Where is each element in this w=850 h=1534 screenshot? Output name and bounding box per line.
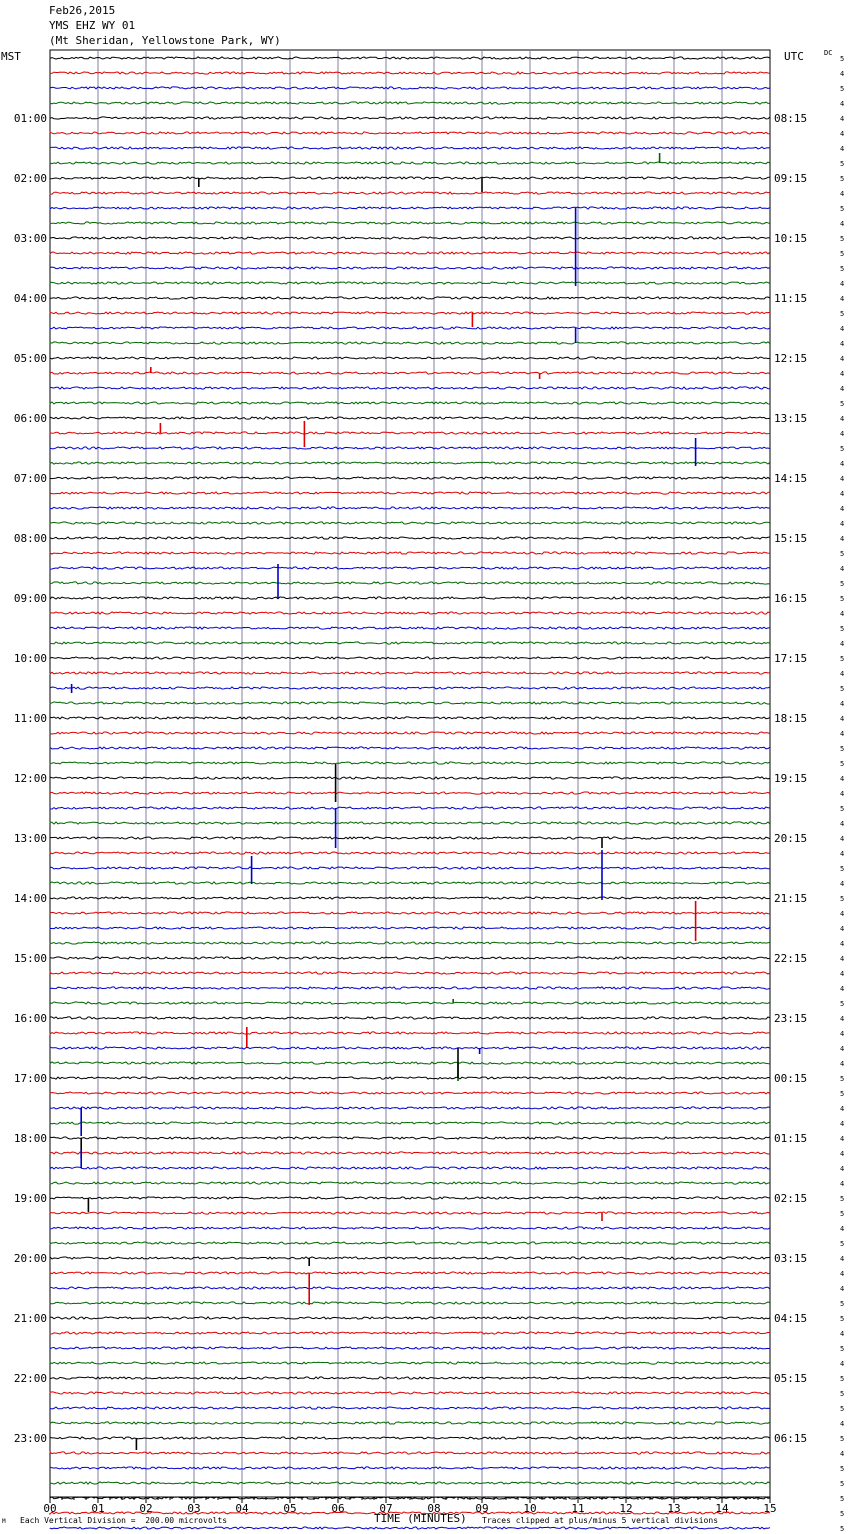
trace-line (50, 372, 770, 374)
dc-offset-label: 5 (840, 745, 845, 753)
clip-note: Traces clipped at plus/minus 5 vertical divisions (482, 1516, 719, 1525)
dc-offset-label: 4 (840, 1285, 845, 1293)
dc-offset-label: 4 (840, 1360, 845, 1368)
dc-offset-label: 4 (840, 1180, 845, 1188)
mst-hour-label: 19:00 (13, 1192, 47, 1205)
dc-offset-label: 4 (840, 715, 845, 723)
x-tick-label: 01 (91, 1502, 105, 1515)
dc-offset-label: 5 (840, 1390, 845, 1398)
trace-line (50, 1077, 770, 1079)
trace-line (50, 1362, 770, 1364)
dc-offset-label: 5 (840, 1405, 845, 1413)
trace-line (50, 1317, 770, 1319)
dc-offset-label: 4 (840, 1105, 845, 1113)
trace-line (50, 1212, 770, 1214)
trace-line (50, 1092, 770, 1094)
dc-offset-label: 4 (840, 985, 845, 993)
x-tick-label: 10 (523, 1502, 537, 1515)
utc-hour-label: 17:15 (774, 652, 808, 665)
dc-offset-label: 4 (840, 415, 845, 423)
dc-offset-label: 5 (840, 250, 845, 258)
dc-offset-label: 4 (840, 1120, 845, 1128)
trace-line (50, 447, 770, 449)
dc-offset-label: 5 (840, 895, 845, 903)
x-tick-label: 15 (763, 1502, 777, 1515)
trace-line (50, 507, 770, 509)
dc-offset-label: 5 (840, 1375, 845, 1383)
mst-hour-label: 20:00 (13, 1252, 47, 1265)
dc-offset-label: 4 (840, 340, 845, 348)
trace-line (50, 1197, 770, 1199)
trace-line (50, 807, 770, 809)
trace-line (50, 1287, 770, 1289)
trace-line (50, 342, 770, 344)
dc-offset-label: 4 (840, 1135, 845, 1143)
utc-hour-label: 09:15 (774, 172, 808, 185)
trace-line (50, 147, 770, 149)
dc-offset-label: 4 (840, 145, 845, 153)
dc-offset-label: 4 (840, 220, 845, 228)
dc-offset-label: 4 (840, 610, 845, 618)
utc-hour-label: 04:15 (774, 1312, 808, 1325)
mst-hour-label: 07:00 (13, 472, 47, 485)
dc-offset-label: 5 (840, 1210, 845, 1218)
dc-offset-label: 4 (840, 385, 845, 393)
trace-line (50, 1017, 770, 1019)
trace-line (50, 102, 770, 104)
mst-hour-label: 15:00 (13, 952, 47, 965)
utc-hour-label: 20:15 (774, 832, 808, 845)
trace-line (50, 822, 770, 824)
trace-line (50, 1437, 770, 1439)
mst-hour-label: 11:00 (13, 712, 47, 725)
x-tick-label: 08 (427, 1502, 441, 1515)
trace-line (50, 162, 770, 164)
trace-line (50, 312, 770, 314)
dc-offset-label: 4 (840, 970, 845, 978)
trace-line (50, 852, 770, 854)
dc-offset-label: 4 (840, 1030, 845, 1038)
dc-offset-label: 4 (840, 1060, 845, 1068)
utc-hour-label: 01:15 (774, 1132, 808, 1145)
dc-offset-label: 5 (840, 580, 845, 588)
trace-line (50, 1332, 770, 1334)
utc-hour-label: 15:15 (774, 532, 808, 545)
plot-date: Feb26,2015 (49, 4, 116, 17)
trace-line (50, 732, 770, 734)
dc-offset-label: 5 (840, 1480, 845, 1488)
utc-hour-label: 22:15 (774, 952, 808, 965)
mst-hour-label: 02:00 (13, 172, 47, 185)
trace-line (50, 1182, 770, 1184)
dc-offset-label: 5 (840, 1510, 845, 1518)
x-tick-label: 04 (235, 1502, 249, 1515)
trace-line (50, 1272, 770, 1274)
trace-line (50, 582, 770, 584)
dc-offset-label: 4 (840, 565, 845, 573)
trace-line (50, 192, 770, 194)
dc-offset-label: 4 (840, 70, 845, 78)
dc-offset-label: 4 (840, 640, 845, 648)
mst-hour-label: 03:00 (13, 232, 47, 245)
trace-line (50, 687, 770, 689)
trace-line (50, 1377, 770, 1379)
trace-line (50, 87, 770, 89)
utc-hour-label: 23:15 (774, 1012, 808, 1025)
dc-offset-label: 4 (840, 820, 845, 828)
utc-hour-label: 02:15 (774, 1192, 808, 1205)
utc-hour-label: 18:15 (774, 712, 808, 725)
dc-offset-label: 5 (840, 400, 845, 408)
dc-offset-label: 5 (840, 1315, 845, 1323)
dc-offset-label: 4 (840, 1270, 845, 1278)
dc-offset-label: 4 (840, 1150, 845, 1158)
trace-line (50, 1452, 770, 1454)
dc-offset-label: 4 (840, 355, 845, 363)
dc-offset-label: 4 (840, 1330, 845, 1338)
dc-offset-label: 5 (840, 1435, 845, 1443)
trace-line (50, 237, 770, 239)
trace-line (50, 672, 770, 674)
dc-offset-label: 5 (840, 1525, 845, 1533)
station-code: YMS EHZ WY 01 (49, 19, 136, 32)
trace-line (50, 972, 770, 974)
utc-hour-label: 03:15 (774, 1252, 808, 1265)
dc-header-label: DC (824, 49, 833, 57)
dc-offset-label: 5 (840, 85, 845, 93)
trace-line (50, 552, 770, 554)
trace-line (50, 1002, 770, 1004)
trace-line (50, 942, 770, 944)
left-timezone-label: MST (1, 50, 21, 63)
dc-offset-label: 4 (840, 1225, 845, 1233)
trace-line (50, 462, 770, 464)
trace-line (50, 747, 770, 749)
trace-line (50, 1527, 770, 1529)
trace-line (50, 1062, 770, 1064)
trace-line (50, 1407, 770, 1409)
dc-offset-label: 4 (840, 1450, 845, 1458)
mst-hour-label: 23:00 (13, 1432, 47, 1445)
trace-line (50, 1167, 770, 1169)
trace-line (50, 72, 770, 74)
mst-hour-label: 08:00 (13, 532, 47, 545)
dc-offset-label: 4 (840, 520, 845, 528)
axis-labels (14, 55, 850, 1534)
seismic-traces (50, 57, 770, 1534)
trace-line (50, 207, 770, 209)
dc-offset-label: 4 (840, 925, 845, 933)
trace-line (50, 1257, 770, 1259)
trace-line (50, 657, 770, 659)
dc-offset-label: 5 (840, 205, 845, 213)
trace-line (50, 387, 770, 389)
trace-line (50, 222, 770, 224)
trace-line (50, 1242, 770, 1244)
mst-hour-label: 14:00 (13, 892, 47, 905)
dc-offset-label: 4 (840, 490, 845, 498)
trace-line (50, 252, 770, 254)
trace-line (50, 612, 770, 614)
utc-hour-label: 14:15 (774, 472, 808, 485)
utc-hour-label: 05:15 (774, 1372, 808, 1385)
trace-line (50, 327, 770, 329)
x-tick-label: 14 (715, 1502, 729, 1515)
trace-line (50, 567, 770, 569)
mst-hour-label: 10:00 (13, 652, 47, 665)
dc-offset-label: 4 (840, 670, 845, 678)
trace-line (50, 642, 770, 644)
dc-offset-label: 4 (840, 475, 845, 483)
trace-line (50, 912, 770, 914)
dc-offset-label: 4 (840, 1015, 845, 1023)
dc-offset-label: 4 (840, 700, 845, 708)
utc-hour-label: 19:15 (774, 772, 808, 785)
utc-hour-label: 06:15 (774, 1432, 808, 1445)
dc-offset-label: 4 (840, 775, 845, 783)
trace-line (50, 402, 770, 404)
dc-offset-label: 4 (840, 430, 845, 438)
mst-hour-label: 22:00 (13, 1372, 47, 1385)
x-axis-title: TIME (MINUTES) (374, 1512, 467, 1525)
trace-line (50, 717, 770, 719)
trace-line (50, 627, 770, 629)
right-timezone-label: UTC (784, 50, 804, 63)
dc-offset-label: 5 (840, 265, 845, 273)
dc-offset-label: 4 (840, 1420, 845, 1428)
trace-line (50, 987, 770, 989)
utc-hour-label: 16:15 (774, 592, 808, 605)
x-tick-label: 02 (139, 1502, 153, 1515)
mst-hour-label: 01:00 (13, 112, 47, 125)
trace-line (50, 537, 770, 539)
trace-line (50, 1122, 770, 1124)
dc-offset-label: 4 (840, 730, 845, 738)
x-tick-label: 03 (187, 1502, 201, 1515)
trace-line (50, 1467, 770, 1469)
dc-offset-label: 4 (840, 850, 845, 858)
trace-line (50, 477, 770, 479)
trace-line (50, 1032, 770, 1034)
dc-offset-label: 5 (840, 655, 845, 663)
mst-hour-label: 09:00 (13, 592, 47, 605)
dc-offset-label: 5 (840, 1465, 845, 1473)
trace-line (50, 117, 770, 119)
dc-offset-label: 4 (840, 1045, 845, 1053)
dc-offset-label: 5 (840, 1495, 845, 1503)
mst-hour-label: 05:00 (13, 352, 47, 365)
utc-hour-label: 13:15 (774, 412, 808, 425)
dc-offset-label: 4 (840, 955, 845, 963)
trace-line (50, 597, 770, 599)
dc-offset-label: 5 (840, 1075, 845, 1083)
mst-hour-label: 04:00 (13, 292, 47, 305)
trace-line (50, 522, 770, 524)
utc-hour-label: 21:15 (774, 892, 808, 905)
trace-line (50, 957, 770, 959)
dc-offset-label: 4 (840, 370, 845, 378)
dc-offset-label: 5 (840, 805, 845, 813)
dc-offset-label: 5 (840, 865, 845, 873)
trace-line (50, 1152, 770, 1154)
mst-hour-label: 13:00 (13, 832, 47, 845)
vertical-scale-note: Each Vertical Division = 200.00 microvolts (20, 1516, 228, 1525)
mst-hour-label: 17:00 (13, 1072, 47, 1085)
mst-hour-label: 12:00 (13, 772, 47, 785)
utc-hour-label: 12:15 (774, 352, 808, 365)
trace-line (50, 1482, 770, 1484)
dc-offset-label: 5 (840, 175, 845, 183)
dc-offset-label: 5 (840, 310, 845, 318)
trace-line (50, 417, 770, 419)
dc-offset-label: 4 (840, 790, 845, 798)
footer-corner-mark: M (2, 1518, 6, 1525)
utc-hour-label: 00:15 (774, 1072, 808, 1085)
trace-line (50, 297, 770, 299)
trace-line (50, 777, 770, 779)
trace-line (50, 1107, 770, 1109)
x-tick-label: 11 (571, 1502, 585, 1515)
mst-hour-label: 16:00 (13, 1012, 47, 1025)
trace-line (50, 1137, 770, 1139)
trace-line (50, 282, 770, 284)
trace-line (50, 1302, 770, 1304)
trace-line (50, 1422, 770, 1424)
dc-offset-label: 5 (840, 595, 845, 603)
dc-offset-label: 5 (840, 760, 845, 768)
dc-offset-label: 5 (840, 1345, 845, 1353)
dc-offset-label: 4 (840, 835, 845, 843)
mst-hour-label: 06:00 (13, 412, 47, 425)
x-tick-label: 13 (667, 1502, 681, 1515)
trace-line (50, 492, 770, 494)
dc-offset-label: 5 (840, 445, 845, 453)
mst-hour-label: 21:00 (13, 1312, 47, 1325)
dc-offset-label: 5 (840, 1240, 845, 1248)
dc-offset-label: 4 (840, 295, 845, 303)
trace-line (50, 837, 770, 839)
dc-offset-label: 4 (840, 130, 845, 138)
dc-offset-label: 5 (840, 55, 845, 63)
trace-line (50, 702, 770, 704)
trace-line (50, 132, 770, 134)
dc-offset-label: 5 (840, 625, 845, 633)
trace-line (50, 762, 770, 764)
trace-line (50, 882, 770, 884)
dc-offset-label: 4 (840, 880, 845, 888)
mst-hour-label: 18:00 (13, 1132, 47, 1145)
trace-line (50, 177, 770, 179)
trace-line (50, 867, 770, 869)
trace-line (50, 57, 770, 59)
dc-offset-label: 4 (840, 535, 845, 543)
utc-hour-label: 08:15 (774, 112, 808, 125)
dc-offset-label: 5 (840, 550, 845, 558)
x-tick-label: 07 (379, 1502, 393, 1515)
trace-line (50, 432, 770, 434)
dc-offset-label: 5 (840, 235, 845, 243)
utc-hour-label: 11:15 (774, 292, 808, 305)
dc-offset-label: 4 (840, 460, 845, 468)
trace-line (50, 1347, 770, 1349)
trace-line (50, 927, 770, 929)
station-location: (Mt Sheridan, Yellowstone Park, WY) (49, 34, 281, 47)
dc-offset-label: 4 (840, 280, 845, 288)
dc-offset-label: 5 (840, 1195, 845, 1203)
dc-offset-label: 5 (840, 1000, 845, 1008)
x-tick-label: 05 (283, 1502, 297, 1515)
x-tick-label: 00 (43, 1502, 57, 1515)
dc-offset-label: 4 (840, 100, 845, 108)
trace-line (50, 1227, 770, 1229)
x-tick-label: 06 (331, 1502, 345, 1515)
x-tick-label: 09 (475, 1502, 489, 1515)
trace-line (50, 1392, 770, 1394)
trace-line (50, 792, 770, 794)
dc-offset-label: 5 (840, 1090, 845, 1098)
dc-offset-label: 4 (840, 505, 845, 513)
x-tick-label: 12 (619, 1502, 633, 1515)
trace-line (50, 897, 770, 899)
dc-offset-label: 4 (840, 1165, 845, 1173)
dc-offset-label: 4 (840, 910, 845, 918)
dc-offset-label: 4 (840, 940, 845, 948)
trace-line (50, 357, 770, 359)
dc-offset-label: 5 (840, 160, 845, 168)
dc-offset-label: 4 (840, 1255, 845, 1263)
dc-offset-label: 5 (840, 685, 845, 693)
trace-line (50, 267, 770, 269)
dc-offset-label: 4 (840, 190, 845, 198)
trace-line (50, 1047, 770, 1049)
dc-offset-label: 4 (840, 115, 845, 123)
utc-hour-label: 10:15 (774, 232, 808, 245)
dc-offset-label: 4 (840, 325, 845, 333)
dc-offset-label: 5 (840, 1300, 845, 1308)
